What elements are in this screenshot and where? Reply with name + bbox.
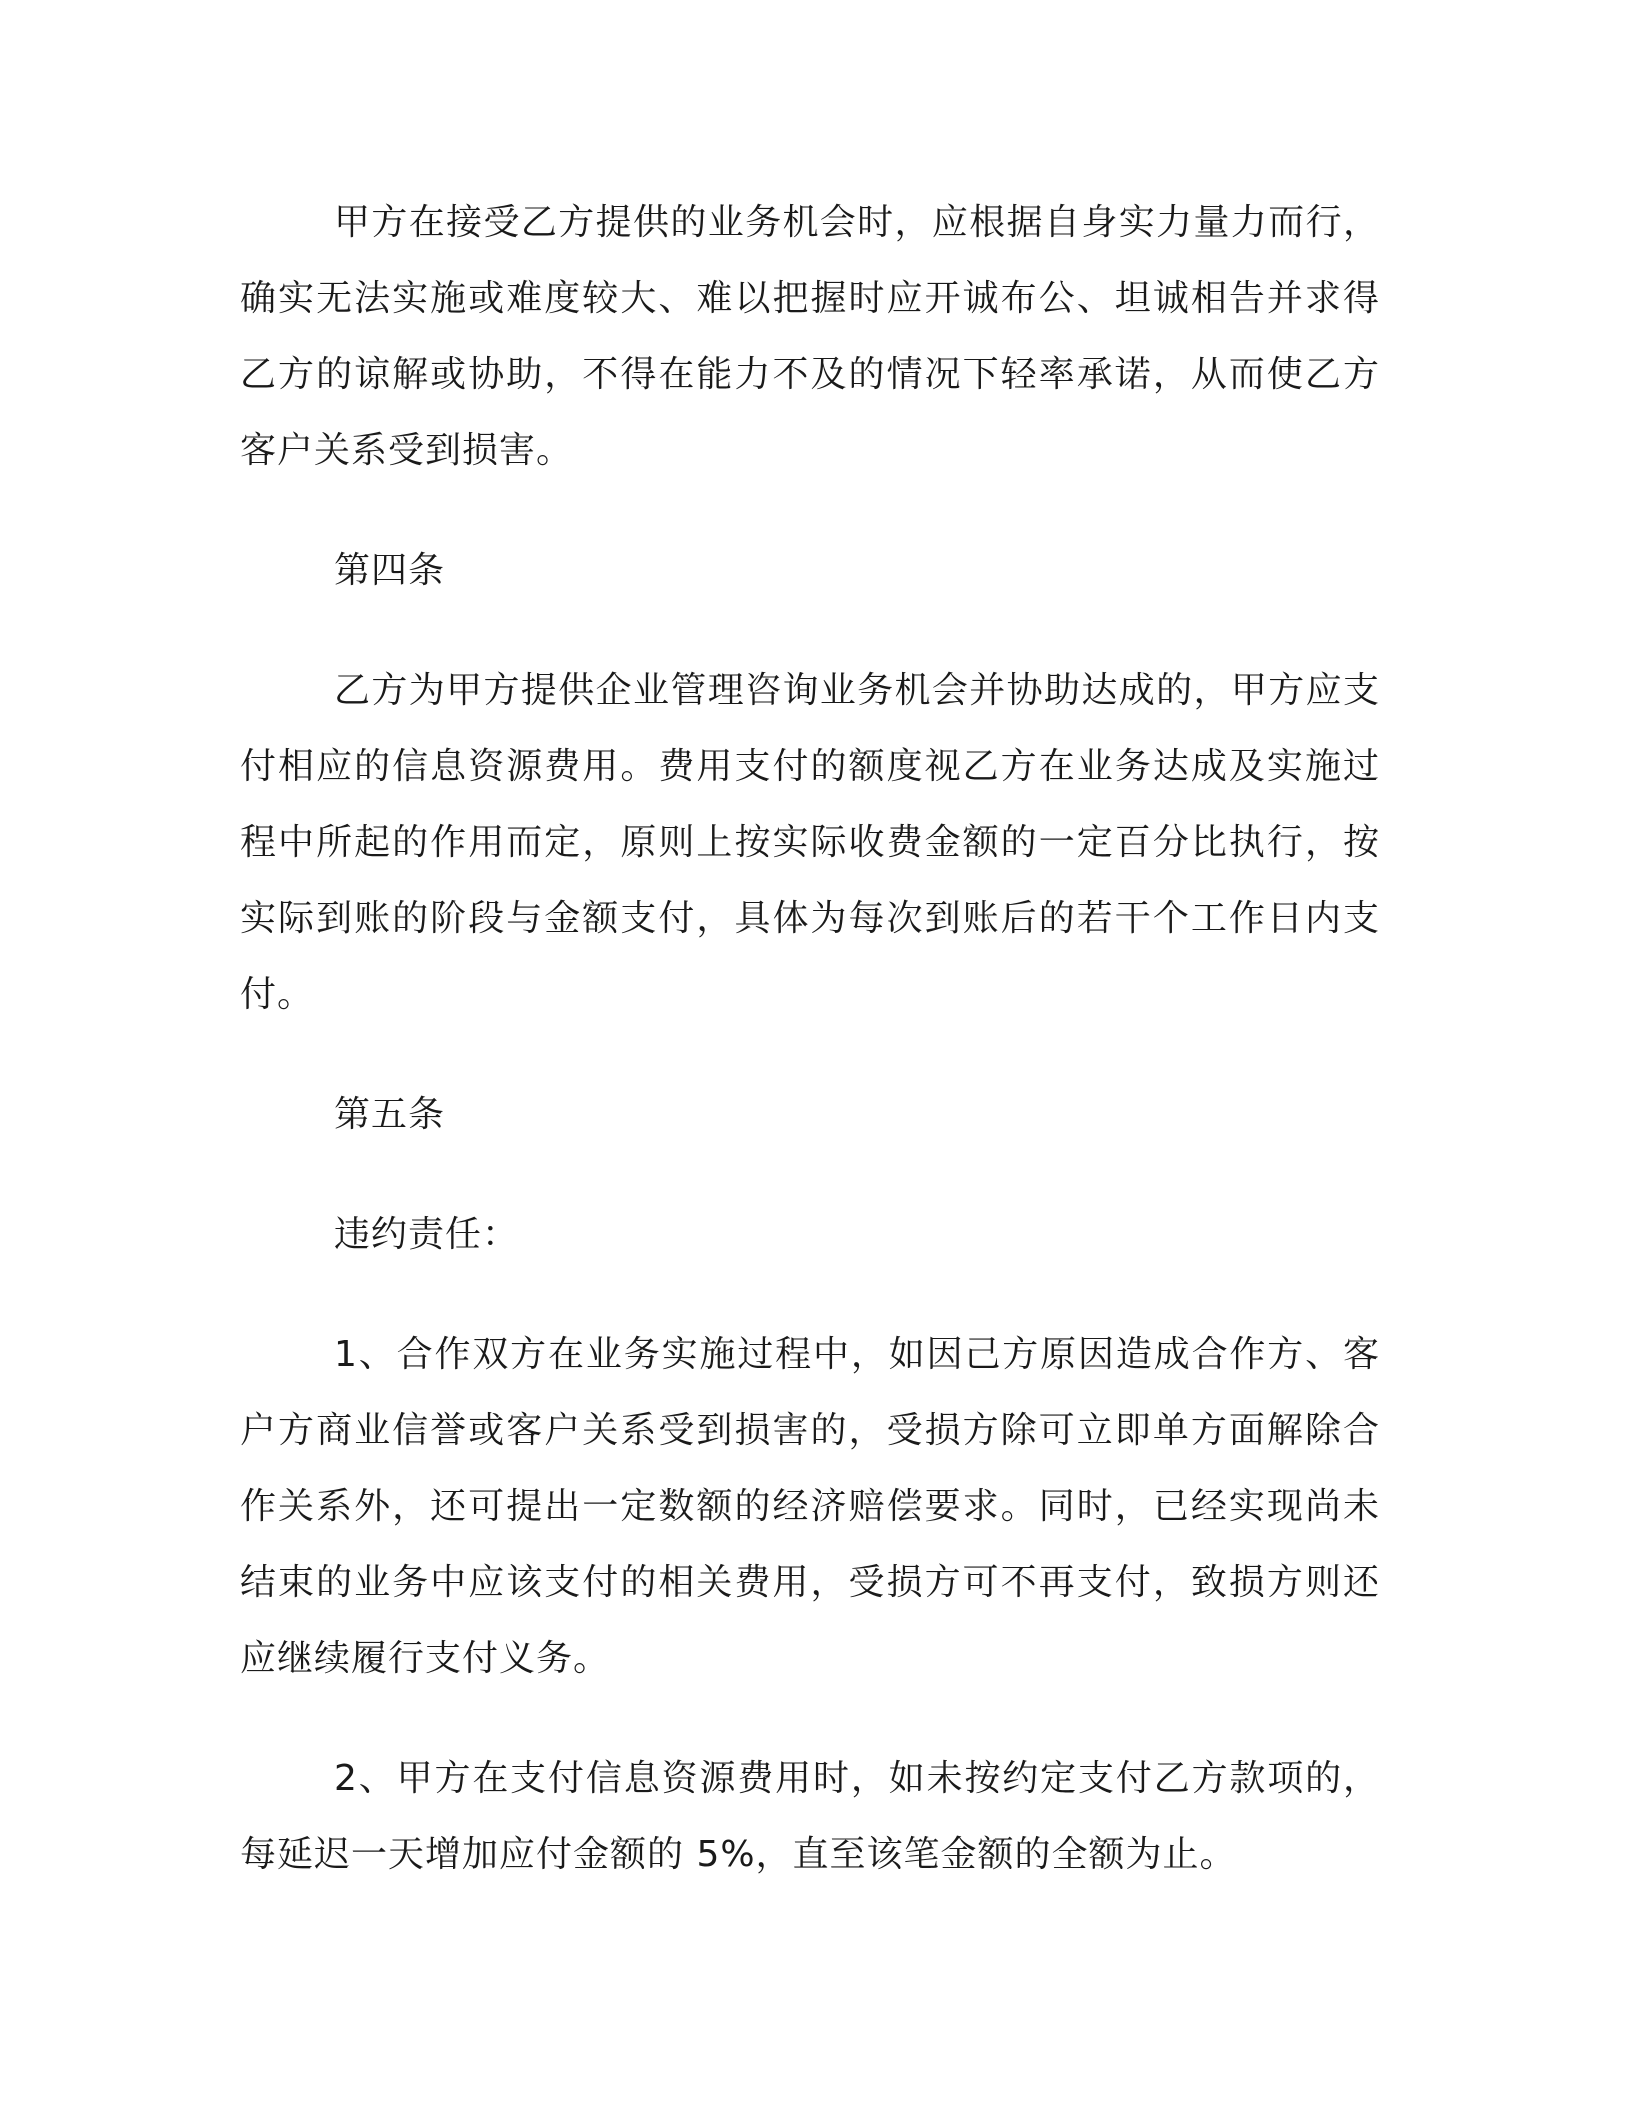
article-4-heading: 第四条 <box>334 550 446 591</box>
breach-item-1: 1、合作双方在业务实施过程中，如因己方原因造成合作方、客户方商业信誉或客户关系受到损害的，受损方除可立即单方面解除合作关系外，还可提出一定数额的经济赔偿要求。同时，已经实现尚未结束的业务中应该支付的相关费用，受损方可不再支付，致损方则还应继续履行支付义务。 <box>240 1334 1380 1679</box>
breach-item-2: 2、甲方在支付信息资源费用时，如未按约定支付乙方款项的，每延迟一天增加应付金额的 5%，直至该笔金额的全额为止。 <box>240 1758 1380 1875</box>
breach-liability-heading: 违约责任： <box>334 1214 520 1255</box>
article-5-heading: 第五条 <box>334 1094 446 1135</box>
spacer <box>240 489 1380 533</box>
paragraph-capacity-clause: 甲方在接受乙方提供的业务机会时，应根据自身实力量力而行，确实无法实施或难度较大、难以把握时应开诚布公、坦诚相告并求得乙方的谅解或协助，不得在能力不及的情况下轻率承诺，从而使乙方客户关系受到损害。 <box>240 202 1380 471</box>
article-4-body: 乙方为甲方提供企业管理咨询业务机会并协助达成的，甲方应支付相应的信息资源费用。费用支付的额度视乙方在业务达成及实施过程中所起的作用而定，原则上按实际收费金额的一定百分比执行，按实际到账的阶段与金额支付，具体为每次到账后的若干个工作日内支付。 <box>240 670 1380 1015</box>
spacer <box>240 609 1380 653</box>
document-body <box>240 185 1380 1893</box>
spacer <box>240 1153 1380 1197</box>
spacer <box>240 1273 1380 1317</box>
spacer <box>240 1697 1380 1741</box>
spacer <box>240 1033 1380 1077</box>
